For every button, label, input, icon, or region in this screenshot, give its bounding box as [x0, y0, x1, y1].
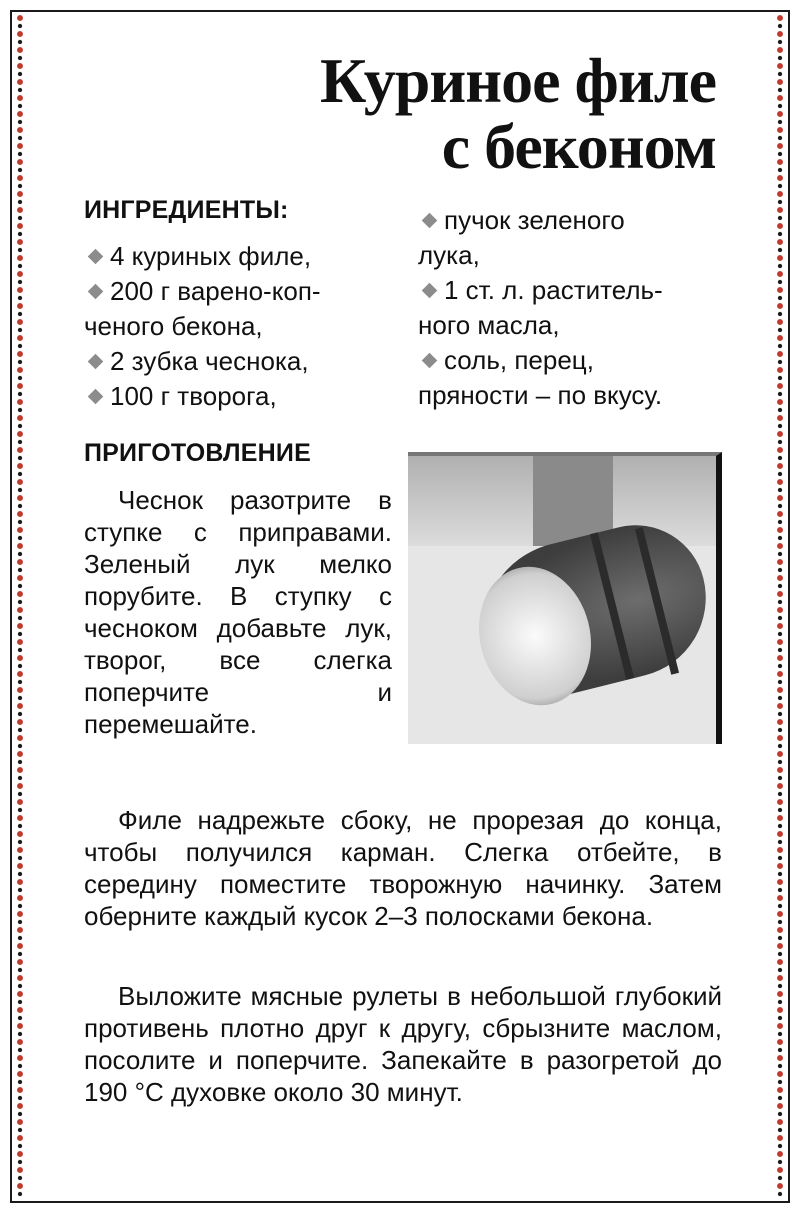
ingredient-item: соль, перец, [418, 343, 748, 378]
ingredient-item-continued: пряности – по вкусу. [418, 380, 663, 410]
diamond-bullet-icon [88, 389, 104, 405]
ingredient-item: 2 зубка чеснока, [84, 344, 414, 379]
diamond-bullet-icon [422, 353, 438, 369]
ingredient-item: 1 ст. л. раститель- [418, 273, 748, 308]
ingredient-item-continued: ного масла, [418, 310, 560, 340]
method-paragraph-1: Чеснок разотрите в ступке с приправами. Зеленый лук мелко порубите. В ступку с чесноком добавьте лук, творог, все слегка поперчите и перемешайте. [84, 485, 392, 739]
right-ornament-border [774, 14, 786, 1199]
method-paragraph-3: Выложите мясные рулеты в небольшой глубокий противень плотно друг к другу, сбрызните маслом, посолите и поперчите. Запекайте в разогретой до 190 °С духовке около 30 минут. [84, 981, 722, 1107]
diamond-bullet-icon [88, 284, 104, 300]
ingredient-item-continued: ченого бекона, [84, 311, 263, 341]
recipe-title [319, 45, 716, 182]
ingredient-item-continued: лука, [418, 240, 480, 270]
title-line-1: Куриное филе [319, 45, 716, 116]
dish-photo [408, 452, 722, 744]
method-paragraph-2: Филе надрежьте сбоку, не прорезая до конца, чтобы получился карман. Слегка отбейте, в середину поместите творожную начинку. Затем оберните каждый кусок 2–3 полосками бекона. [84, 805, 722, 931]
ingredient-item: пучок зеленого [418, 203, 748, 238]
title-line-2: с беконом [441, 111, 716, 182]
diamond-bullet-icon [422, 213, 438, 229]
ingredients-list-right [418, 203, 748, 413]
ingredients-list-left [84, 239, 414, 414]
diamond-bullet-icon [88, 354, 104, 370]
diamond-bullet-icon [422, 283, 438, 299]
ingredient-item: 200 г варено-коп- [84, 274, 414, 309]
ingredient-item: 100 г творога, [84, 379, 414, 414]
ingredients-heading: ИНГРЕДИЕНТЫ: [84, 196, 289, 224]
method-heading: ПРИГОТОВЛЕНИЕ [84, 439, 311, 467]
diamond-bullet-icon [88, 249, 104, 265]
left-ornament-border [14, 14, 26, 1199]
ingredient-item: 4 куриных филе, [84, 239, 414, 274]
